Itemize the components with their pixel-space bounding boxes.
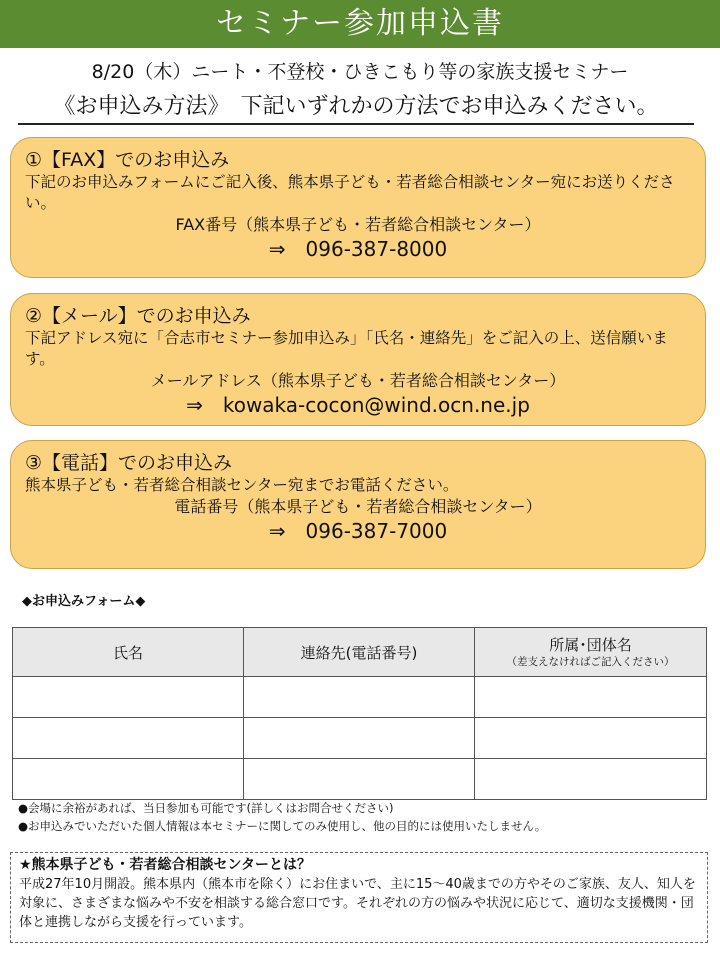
column-header-affiliation-label: 所属･団体名 [549, 636, 632, 654]
about-body: 平成27年10月開設。熊本県内（熊本市を除く）にお住まいで、主に15～40歳までの方やそのご家族、友人、知人を対象に、さまざまな悩みや不安を相談する総合窓口です。それぞれの方の悩みや状況に応じて、適切な支援機関・団体と連携しながら支援を行っています。 [19, 877, 696, 930]
about-center-box [10, 852, 708, 943]
fax-number: ⇒ 096-387-8000 [268, 237, 448, 261]
phone-number-label: 電話番号（熊本県子ども・若者総合相談センター） [174, 497, 542, 516]
column-header-affiliation [475, 628, 707, 677]
name-cell[interactable] [13, 759, 244, 800]
fax-method-box [10, 137, 706, 278]
email-method-box [10, 293, 706, 426]
form-label: ◆お申込みフォーム◆ [22, 594, 146, 609]
affiliation-cell[interactable] [475, 759, 707, 800]
affiliation-cell[interactable] [475, 677, 707, 718]
phone-method-box [10, 440, 706, 569]
phone-method-title: ③【電話】でのお申込み [25, 452, 233, 474]
page-title-banner [0, 0, 720, 48]
fax-method-body: 下記のお申込みフォームにご記入後、熊本県子ども・若者総合相談センター宛にお送りください。 [25, 173, 675, 212]
table-row [13, 759, 707, 800]
phone-method-body: 熊本県子ども・若者総合相談センター宛までお電話ください。 [25, 476, 459, 494]
email-method-title: ②【メール】でのお申込み [25, 305, 251, 327]
page-title: セミナー参加申込書 [216, 6, 504, 41]
seminar-subtitle: 8/20（木）ニート・不登校・ひきこもり等の家族支援セミナー [91, 61, 629, 83]
email-address[interactable]: ⇒ kowaka-cocon@wind.ocn.ne.jp [186, 393, 530, 417]
contact-cell[interactable] [244, 718, 475, 759]
fax-number-label: FAX番号（熊本県子ども・若者総合相談センター） [175, 215, 541, 234]
method-heading: 《お申込み方法》 下記いずれかの方法でお申込みください。 [18, 92, 694, 125]
contact-cell[interactable] [244, 759, 475, 800]
table-header-row [13, 628, 707, 677]
table-row [13, 718, 707, 759]
column-header-affiliation-note: （差支えなければご記入ください） [506, 656, 675, 668]
contact-cell[interactable] [244, 677, 475, 718]
phone-number: ⇒ 096-387-7000 [268, 519, 448, 543]
column-header-name: 氏名 [13, 628, 244, 677]
fax-method-title: ①【FAX】でのお申込み [25, 149, 230, 171]
notes [18, 799, 546, 835]
note-privacy: ●お申込みでいただいた個人情報は本セミナーに関してのみ使用し、他の目的には使用いたしません。 [18, 819, 547, 833]
note-same-day: ●会場に余裕があれば、当日参加も可能です(詳しくはお問合せください) [18, 801, 394, 815]
name-cell[interactable] [13, 677, 244, 718]
application-form-table [12, 627, 707, 800]
email-method-body: 下記アドレス宛に「合志市セミナー参加申込み」「氏名・連絡先」をご記入の上、送信願います。 [25, 329, 668, 368]
affiliation-cell[interactable] [475, 718, 707, 759]
table-row [13, 677, 707, 718]
about-title: ★熊本県子ども・若者総合相談センターとは？ [19, 857, 311, 873]
name-cell[interactable] [13, 718, 244, 759]
email-address-label: メールアドレス（熊本県子ども・若者総合相談センター） [150, 371, 566, 390]
column-header-contact: 連絡先(電話番号) [244, 628, 475, 677]
